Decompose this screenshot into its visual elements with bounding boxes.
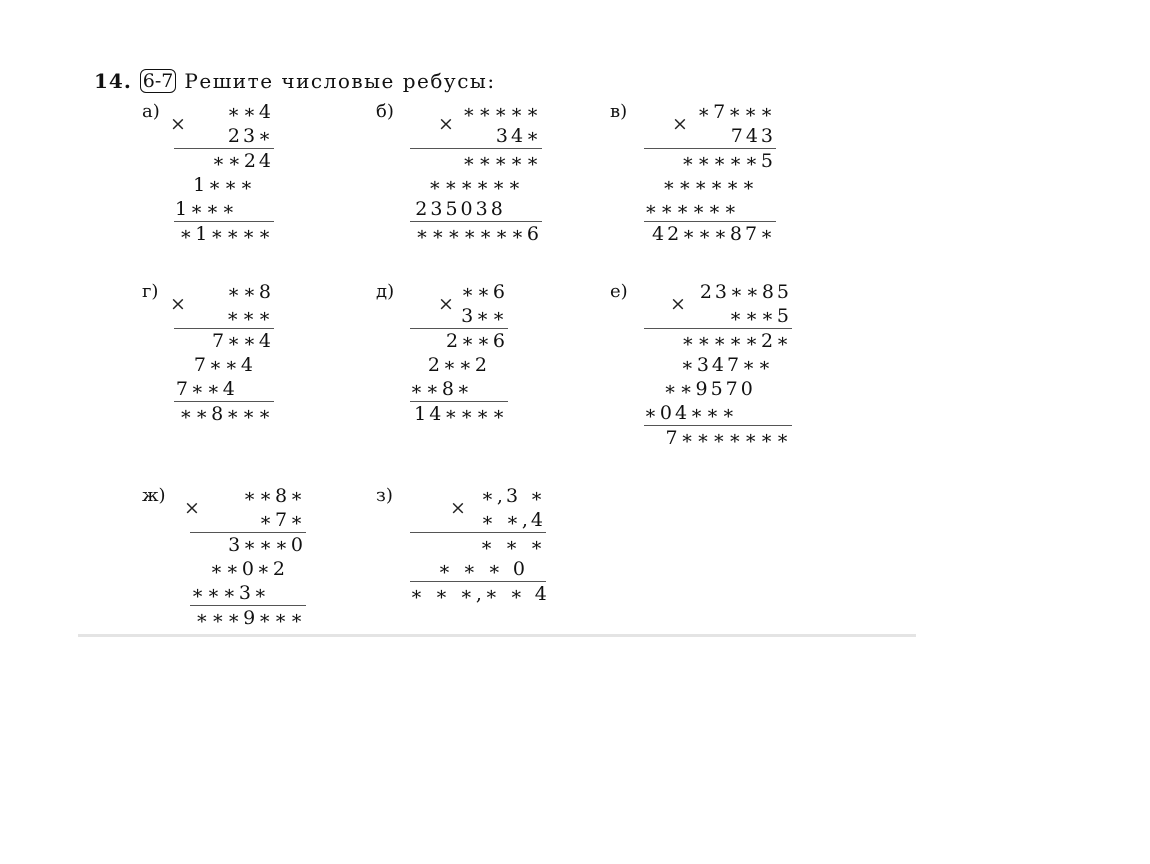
factor-row: 34∗ xyxy=(495,125,542,147)
partial-product-row: 1∗∗∗ xyxy=(193,174,274,196)
exercise-number: 14. xyxy=(94,69,132,93)
partial-product-row: 7∗∗4 xyxy=(193,354,274,376)
partial-product-row: 3∗∗∗0 xyxy=(228,534,306,556)
partial-product-row: ∗∗24 xyxy=(211,150,274,172)
partial-product-row: ∗∗0∗2 xyxy=(210,558,306,580)
result-row: ∗∗∗9∗∗∗ xyxy=(195,607,306,629)
factor-row: ∗∗∗∗∗ xyxy=(462,101,542,123)
partial-product-row: ∗ ∗ ∗ 0 xyxy=(437,558,546,580)
multiplication-block xyxy=(410,484,550,606)
result-row: 14∗∗∗∗ xyxy=(414,403,508,425)
multiplication-block xyxy=(174,280,274,426)
partial-product-row: 235038 xyxy=(415,198,542,220)
result-row: 42∗∗∗87∗ xyxy=(651,223,776,245)
puzzle-label: ж) xyxy=(142,485,166,506)
multiply-sign: × xyxy=(184,497,200,519)
partial-product-row: ∗∗∗∗∗ xyxy=(462,150,542,172)
result-row: ∗ ∗ ∗,∗ ∗ 4 xyxy=(410,583,550,605)
puzzle-label: е) xyxy=(610,281,628,302)
factor-row: ∗ ∗,4 xyxy=(481,509,546,531)
factor-row: 3∗∗ xyxy=(461,305,508,327)
partial-product-row: ∗∗∗∗∗2∗ xyxy=(681,330,792,352)
result-row: ∗∗∗∗∗∗∗6 xyxy=(415,223,542,245)
puzzle-label: а) xyxy=(142,101,160,122)
factor-row: ∗∗4 xyxy=(227,101,274,123)
factor-row: 743 xyxy=(730,125,776,147)
multiply-sign: × xyxy=(170,113,186,135)
factor-row: 23∗ xyxy=(227,125,274,147)
partial-product-row: 1∗∗∗ xyxy=(175,198,274,220)
result-row: 7∗∗∗∗∗∗∗ xyxy=(665,427,792,449)
puzzle-label: з) xyxy=(376,485,393,506)
multiply-sign: × xyxy=(672,113,688,135)
partial-product-row: 7∗∗4 xyxy=(175,378,274,400)
factor-row: ∗∗∗ xyxy=(226,305,274,327)
multiplication-block xyxy=(174,100,274,246)
puzzle-label: д) xyxy=(376,281,395,302)
factor-row: ∗∗6 xyxy=(461,281,508,303)
partial-product-row: ∗∗∗∗∗5 xyxy=(681,150,776,172)
puzzle-label: б) xyxy=(376,101,394,122)
multiply-sign: × xyxy=(450,497,466,519)
exercise-title: Решите числовые ребусы: xyxy=(184,69,496,93)
partial-product-row: ∗∗9570 xyxy=(663,378,792,400)
multiply-sign: × xyxy=(670,293,686,315)
puzzle-label: в) xyxy=(610,101,628,122)
factor-row: ∗∗8∗ xyxy=(243,485,306,507)
partial-product-row: 2∗∗2 xyxy=(427,354,508,376)
puzzle-label: г) xyxy=(142,281,159,302)
partial-product-row: ∗∗∗3∗ xyxy=(191,582,306,604)
partial-product-row: ∗∗8∗ xyxy=(410,378,509,400)
factor-row: ∗7∗ xyxy=(259,509,306,531)
multiplication-block xyxy=(410,280,508,426)
factor-row: ∗∗∗5 xyxy=(729,305,792,327)
partial-product-row: ∗∗∗∗∗∗ xyxy=(428,174,542,196)
factor-row: ∗,3 ∗ xyxy=(481,485,546,507)
multiplication-block xyxy=(190,484,306,630)
exercise-header xyxy=(94,66,496,96)
result-row: ∗1∗∗∗∗ xyxy=(179,223,274,245)
multiply-sign: × xyxy=(438,293,454,315)
partial-product-row: ∗04∗∗∗ xyxy=(644,402,793,424)
factor-row: 23∗∗85 xyxy=(699,281,792,303)
result-row: ∗∗8∗∗∗ xyxy=(179,403,274,425)
partial-product-row: ∗∗∗∗∗∗ xyxy=(662,174,776,196)
multiplication-block xyxy=(410,100,542,246)
multiplication-block xyxy=(644,280,792,450)
page-bottom-divider xyxy=(78,634,916,637)
partial-product-row: 2∗∗6 xyxy=(445,330,508,352)
factor-row: ∗7∗∗∗ xyxy=(697,101,776,123)
partial-product-row: ∗347∗∗ xyxy=(680,354,792,376)
multiplication-block xyxy=(644,100,776,246)
partial-product-row: 7∗∗4 xyxy=(211,330,274,352)
factor-row: ∗∗8 xyxy=(227,281,274,303)
partial-product-row: ∗ ∗ ∗ xyxy=(480,534,546,556)
partial-product-row: ∗∗∗∗∗∗ xyxy=(644,198,776,220)
grade-level-badge: 6-7 xyxy=(140,69,177,93)
multiply-sign: × xyxy=(438,113,454,135)
multiply-sign: × xyxy=(170,293,186,315)
